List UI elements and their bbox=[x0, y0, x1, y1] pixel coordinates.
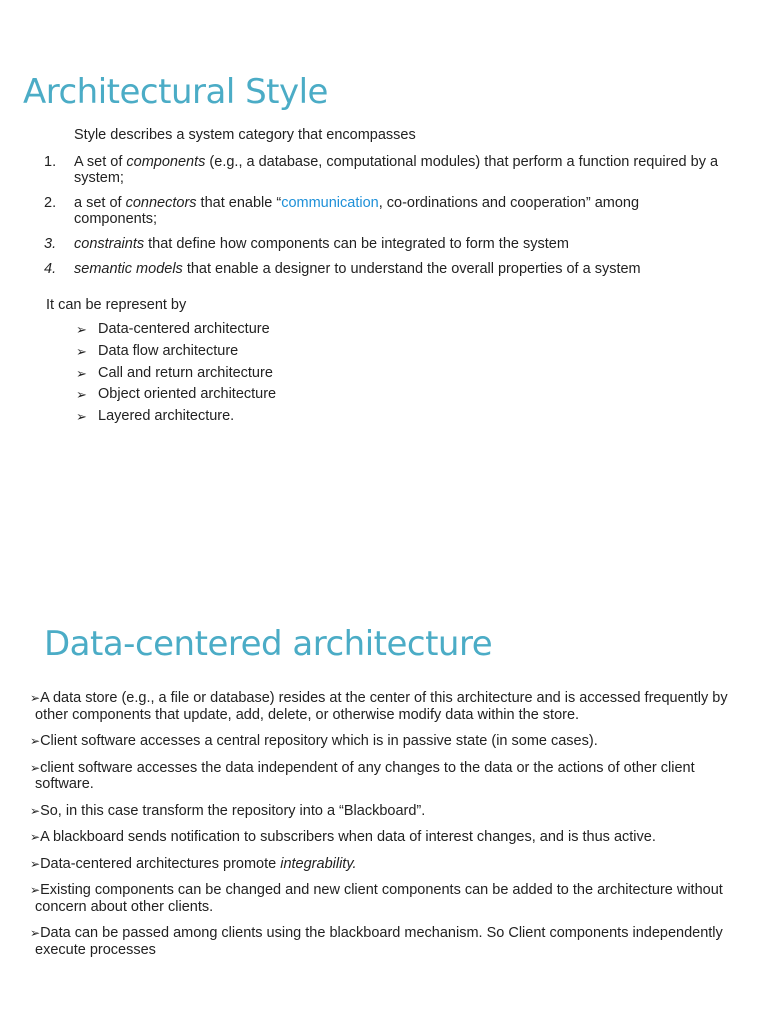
item-number: 2. bbox=[44, 195, 57, 211]
style-name: Data-centered architecture bbox=[98, 321, 270, 337]
arrow-bullet-icon: ➢ bbox=[76, 322, 87, 337]
bullet-text: So, in this case transform the repository into a “Blackboard”. bbox=[40, 802, 426, 819]
item-number: 1. bbox=[44, 154, 57, 170]
bullet-emphasis: integrability. bbox=[280, 855, 357, 872]
list-item bbox=[44, 261, 724, 277]
list-item bbox=[76, 384, 276, 406]
item-text: a set of bbox=[74, 195, 126, 211]
communication-link[interactable]: communication bbox=[281, 195, 379, 211]
list-item bbox=[44, 195, 724, 227]
list-item bbox=[30, 733, 750, 750]
bullet-text: client software accesses the data independent of any changes to the data or the actions of other client software. bbox=[35, 759, 695, 792]
slide-title: Data-centered architecture bbox=[44, 624, 493, 664]
item-number: 3. bbox=[44, 236, 57, 252]
arrow-bullet-icon: ➢ bbox=[76, 387, 87, 403]
arrow-bullet-icon: ➢ bbox=[76, 409, 87, 425]
list-item bbox=[44, 154, 724, 186]
style-name: Layered architecture. bbox=[98, 408, 235, 425]
style-name: Data flow architecture bbox=[98, 342, 239, 359]
intro-text: Style describes a system category that encompasses bbox=[74, 127, 416, 143]
slide-title: Architectural Style bbox=[23, 72, 328, 112]
style-name: Object oriented architecture bbox=[98, 386, 277, 403]
list-item bbox=[30, 925, 750, 958]
item-emphasis: constraints bbox=[74, 236, 145, 252]
bullet-text: Data can be passed among clients using the blackboard mechanism. So Client components independently execute processes bbox=[35, 925, 723, 958]
list-item bbox=[30, 829, 750, 846]
list-item bbox=[30, 803, 750, 820]
arrow-bullet-icon: ➢ bbox=[30, 691, 41, 705]
item-emphasis: connectors bbox=[125, 195, 197, 211]
item-emphasis: semantic models bbox=[74, 261, 183, 277]
item-text: A set of bbox=[74, 154, 127, 170]
arrow-bullet-icon: ➢ bbox=[30, 803, 41, 818]
slide-architectural-style bbox=[0, 0, 768, 500]
list-item bbox=[76, 363, 276, 385]
arrow-bullet-icon: ➢ bbox=[30, 856, 41, 871]
bullet-list bbox=[30, 690, 750, 968]
bullet-text: A data store (e.g., a file or database) resides at the center of this architecture and is accessed frequently by other components that update, add, delete, or otherwise modify data within the store. bbox=[35, 690, 728, 723]
arrow-bullet-icon: ➢ bbox=[30, 760, 41, 775]
arrow-bullet-icon: ➢ bbox=[76, 365, 87, 381]
item-text: that enable a designer to understand the overall properties of a system bbox=[182, 261, 641, 277]
list-item bbox=[30, 856, 750, 873]
numbered-list bbox=[44, 154, 724, 286]
list-item bbox=[76, 406, 276, 428]
list-item bbox=[30, 690, 750, 723]
item-emphasis: components bbox=[126, 154, 206, 170]
item-text: , co-ordinations and cooperation” among components; bbox=[74, 195, 640, 227]
item-text: that define how components can be integrated to form the system bbox=[144, 236, 569, 252]
bullet-text: Client software accesses a central repository which is in passive state (in some cases). bbox=[40, 733, 598, 749]
list-item bbox=[76, 341, 276, 363]
arrow-bullet-icon: ➢ bbox=[30, 926, 41, 940]
item-text: (e.g., a database, computational modules) that perform a function required by a system; bbox=[74, 154, 719, 186]
item-text: that enable “ bbox=[196, 195, 282, 211]
style-name: Call and return architecture bbox=[98, 364, 273, 381]
bullet-text: Existing components can be changed and new client components can be added to the architecture without concern about other clients. bbox=[35, 882, 723, 915]
slide-data-centered bbox=[0, 600, 768, 1024]
list-item bbox=[44, 236, 724, 252]
style-list bbox=[76, 319, 276, 428]
arrow-bullet-icon: ➢ bbox=[76, 343, 87, 359]
list-item bbox=[76, 319, 276, 341]
list-item bbox=[30, 760, 750, 793]
list-item bbox=[30, 882, 750, 915]
arrow-bullet-icon: ➢ bbox=[30, 734, 41, 748]
arrow-bullet-icon: ➢ bbox=[30, 830, 41, 844]
arrow-bullet-icon: ➢ bbox=[30, 883, 41, 897]
item-number: 4. bbox=[44, 261, 57, 277]
represent-label: It can be represent by bbox=[46, 297, 187, 313]
bullet-text: A blackboard sends notification to subscribers when data of interest changes, and is thus active. bbox=[40, 829, 656, 845]
bullet-text: Data-centered architectures promote bbox=[40, 855, 281, 872]
